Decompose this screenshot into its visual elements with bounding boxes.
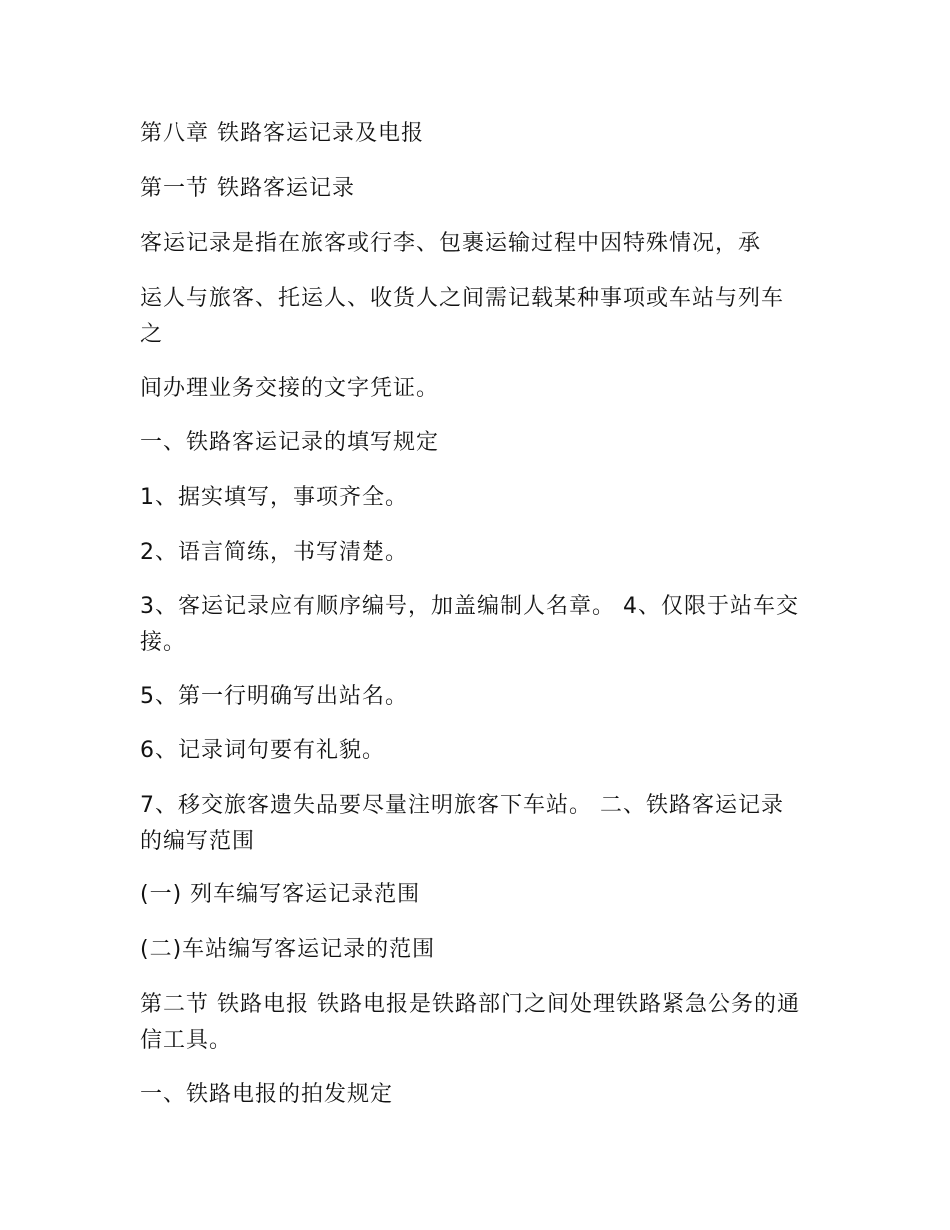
section-heading: 第一节 铁路客运记录 bbox=[140, 176, 355, 201]
subsection-heading: 一、铁路客运记录的填写规定 bbox=[140, 430, 440, 455]
list-item: 3、客运记录应有顺序编号，加盖编制人名章。 4、仅限于站车交接。 bbox=[140, 594, 799, 655]
list-item: (一) 列车编写客运记录范围 bbox=[140, 882, 421, 907]
paragraph-line: 运人与旅客、托运人、收货人之间需记载某种事项或车站与列车之 bbox=[140, 286, 785, 347]
list-item: 2、语言简练，书写清楚。 bbox=[140, 540, 408, 565]
subsection-heading: 一、铁路电报的拍发规定 bbox=[140, 1082, 394, 1107]
paragraph-line: 客运记录是指在旅客或行李、包裹运输过程中因特殊情况，承 bbox=[140, 231, 762, 256]
chapter-heading: 第八章 铁路客运记录及电报 bbox=[140, 121, 424, 146]
list-item: 7、移交旅客遗失品要尽量注明旅客下车站。 二、铁路客运记录的编写范围 bbox=[140, 793, 784, 854]
list-item: 5、第一行明确写出站名。 bbox=[140, 684, 408, 709]
list-item: 1、据实填写，事项齐全。 bbox=[140, 485, 408, 510]
section-heading: 第二节 铁路电报 铁路电报是铁路部门之间处理铁路紧急公务的通信工具。 bbox=[140, 992, 800, 1053]
paragraph-line: 间办理业务交接的文字凭证。 bbox=[140, 376, 440, 401]
list-item: 6、记录词句要有礼貌。 bbox=[140, 738, 385, 763]
list-item: (二)车站编写客运记录的范围 bbox=[140, 937, 436, 962]
